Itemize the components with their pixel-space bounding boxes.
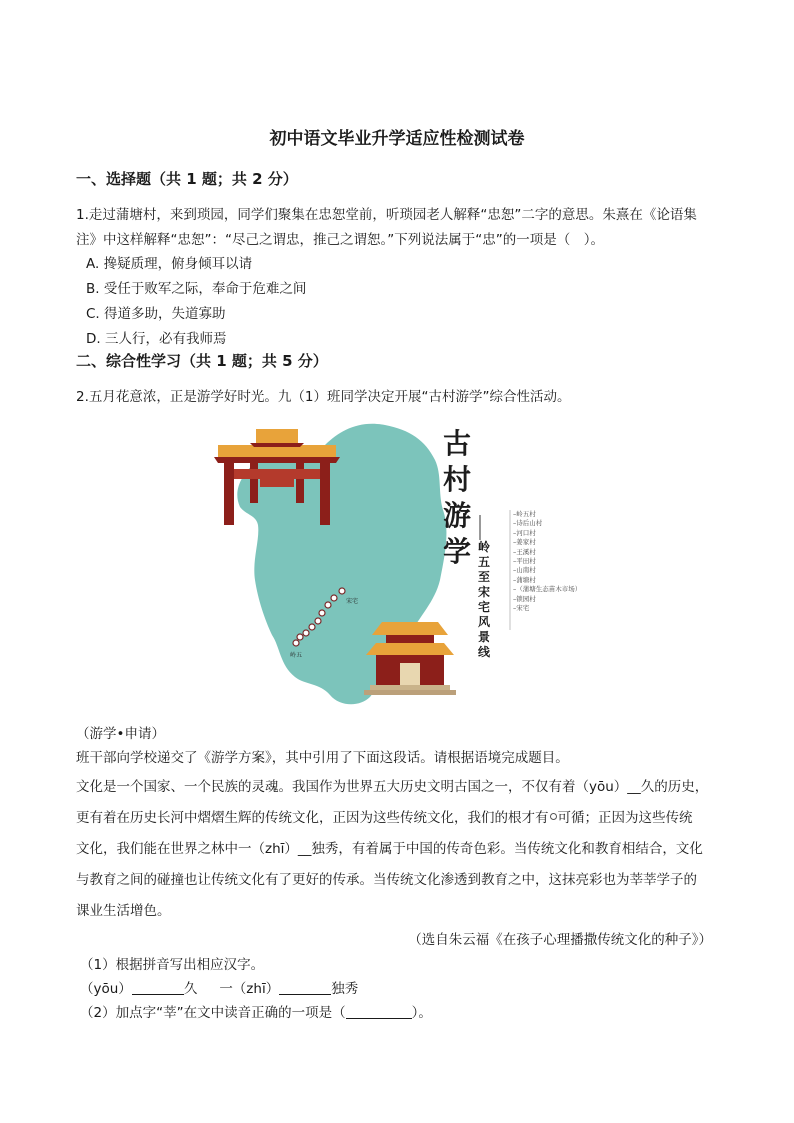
map-label-songzhai: 宋宅 (346, 598, 359, 605)
pinyin-zhi: 一（zhī） (219, 981, 280, 997)
figure-subtitle-vertical (478, 540, 490, 660)
subquestion-1-blanks (80, 977, 358, 997)
word-jiu: 久 (183, 981, 198, 997)
subquestion-2-stem: （2）加点字“莘”在文中读音正确的一项是（ (80, 1005, 346, 1021)
title-char: 游 (443, 499, 472, 532)
q1-option-a: A. 搀疑质理，俯身倾耳以请 (86, 256, 253, 272)
subtitle-char: 线 (478, 645, 491, 659)
subquestion-2 (80, 1001, 432, 1021)
word-duxiu: 独秀 (331, 981, 359, 997)
figure-title-vertical (443, 426, 471, 570)
village-item: –平田村 (513, 557, 536, 566)
village-item: –蒲塘村 (513, 575, 536, 584)
section-heading-choice: 一、选择题（共 1 题；共 2 分） (76, 170, 298, 188)
subtitle-char: 宅 (478, 600, 491, 614)
q2-intro: 2.五月花意浓，正是游学好时光。九（1）班同学决定开展“古村游学”综合性活动。 (76, 389, 571, 405)
village-item: –山南村 (513, 566, 536, 575)
village-list (513, 510, 581, 613)
q1-option-b: B. 受任于败军之际，奉命于危难之间 (86, 281, 307, 297)
passage-line-2a: 更有着在历史长河中熠熠生辉的传统文化，正因为这些传统文化，我们的根才有 (76, 810, 549, 826)
village-item: –王溪村 (513, 547, 536, 556)
title-char: 学 (443, 535, 472, 568)
subtitle-char: 五 (478, 555, 491, 569)
village-item: –姜家村 (513, 538, 536, 547)
page-title: 初中语文毕业升学适应性检测试卷 (269, 129, 525, 149)
section-heading-comprehensive: 二、综合性学习（共 1 题；共 5 分） (76, 352, 328, 370)
answer-blank[interactable] (132, 980, 184, 995)
q1-option-d: D. 三人行，必有我师焉 (86, 331, 227, 347)
passage-line-1: 文化是一个国家、一个民族的灵魂。我国作为世界五大历史文明古国之一，不仅有着（yōu）__久的历史， (76, 779, 709, 795)
pinyin-you: （yōu） (80, 981, 132, 997)
q2-subheading: （游学•申请） (76, 726, 165, 742)
map-label-lingwu: 岭五 (290, 652, 303, 659)
title-char: 村 (443, 463, 472, 496)
subtitle-char: 岭 (478, 540, 491, 554)
title-char: 古 (443, 427, 472, 460)
village-item: –宋宅 (513, 604, 530, 613)
passage-line-4: 与教育之间的碰撞也让传统文化有了更好的传承。当传统文化渗透到教育之中，这抹亮彩也为莘莘学子的 (76, 872, 697, 888)
village-item: –诗后山村 (513, 519, 543, 528)
subtitle-char: 风 (478, 615, 491, 629)
passage-line-2b: 可循；正因为这些传统 (557, 810, 693, 826)
q1-stem-line2: 注》中这样解释“忠恕”：“尽己之谓忠，推己之谓恕。”下列说法属于“忠”的一项是（ ）。 (76, 232, 604, 248)
answer-blank[interactable] (279, 980, 331, 995)
passage-line-3: 文化，我们能在世界之林中一（zhī）__独秀，有着属于中国的传奇色彩。当传统文化和教育相结合，文化 (76, 841, 703, 857)
village-item: –河口村 (513, 528, 536, 537)
pavilion-illustration (364, 622, 456, 695)
village-item: –（蒲塘生态苗木市场） (513, 585, 582, 594)
q2-instruction: 班干部向学校递交了《游学方案》，其中引用了下面这段话。请根据语境完成题目。 (76, 750, 569, 766)
passage-line-2 (76, 806, 693, 826)
village-item: –岭五村 (513, 510, 536, 518)
village-item: –锁园村 (513, 594, 536, 603)
subtitle-char: 景 (478, 630, 491, 644)
subquestion-1: （1）根据拼音写出相应汉字。 (80, 957, 265, 973)
subquestion-2-end: ）。 (411, 1005, 432, 1021)
answer-blank[interactable] (346, 1004, 412, 1019)
subtitle-char: 至 (478, 570, 491, 584)
subtitle-char: 宋 (478, 585, 491, 599)
passage-line-5: 课业生活增色。 (76, 903, 171, 919)
passage-source: （选自朱云福《在孩子心理播撒传统文化的种子》） (408, 932, 712, 948)
q1-stem-line1: 1.走过蒲塘村，来到琐园，同学们聚集在忠恕堂前，听琐园老人解释“忠恕”二字的意思。朱熹在《论语集 (76, 207, 697, 223)
q1-option-c: C. 得道多助，失道寡助 (86, 306, 226, 322)
placeholder-circle-icon (550, 813, 557, 820)
